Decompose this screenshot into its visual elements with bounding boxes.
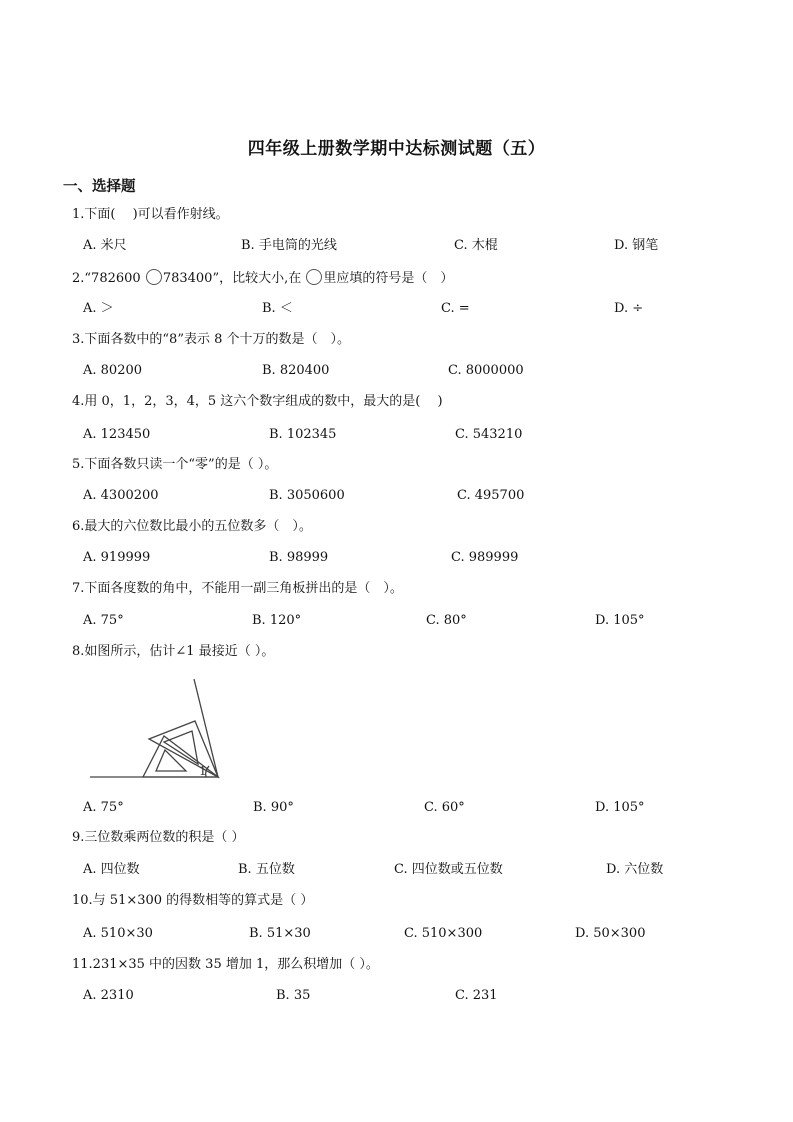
blank-circle bbox=[306, 269, 322, 285]
question-11: 11.231×35 中的因数 35 增加 1，那么积增加（ ）。 bbox=[72, 957, 379, 972]
q7-option-c: C. 80° bbox=[426, 613, 467, 628]
q2-option-c: C. = bbox=[441, 301, 470, 316]
q2-text-part2: 783400”，比较大小,在 bbox=[162, 271, 306, 286]
q6-option-a: A. 919999 bbox=[83, 550, 151, 565]
q7-option-d: D. 105° bbox=[595, 613, 645, 628]
question-6: 6.最大的六位数比最小的五位数多（ ）。 bbox=[72, 519, 312, 534]
q5-option-b: B. 3050600 bbox=[269, 488, 345, 503]
q9-option-b: B. 五位数 bbox=[238, 862, 295, 877]
q8-option-b: B. 90° bbox=[253, 800, 294, 815]
question-3: 3.下面各数中的“8”表示 8 个十万的数是（ ）。 bbox=[72, 332, 351, 347]
question-5: 5.下面各数只读一个“零”的是（ ）。 bbox=[72, 457, 278, 472]
q9-option-c: C. 四位数或五位数 bbox=[394, 862, 503, 877]
q9-option-d: D. 六位数 bbox=[606, 862, 664, 877]
q10-option-b: B. 51×30 bbox=[249, 926, 311, 941]
q2-option-a: A. ＞ bbox=[83, 301, 114, 316]
q5-option-a: A. 4300200 bbox=[83, 488, 159, 503]
q6-option-b: B. 98999 bbox=[269, 550, 329, 565]
q9-option-a: A. 四位数 bbox=[83, 862, 140, 877]
q8-option-a: A. 75° bbox=[83, 800, 124, 815]
q10-option-a: A. 510×30 bbox=[83, 926, 153, 941]
q2-option-d: D. ÷ bbox=[614, 301, 644, 316]
q7-option-a: A. 75° bbox=[83, 613, 124, 628]
q1-option-c: C. 木棍 bbox=[454, 238, 498, 253]
q5-option-c: C. 495700 bbox=[457, 488, 525, 503]
q1-option-b: B. 手电筒的光线 bbox=[241, 238, 337, 253]
q11-option-b: B. 35 bbox=[276, 988, 311, 1003]
blank-circle bbox=[146, 269, 162, 285]
q1-option-a: A. 米尺 bbox=[83, 238, 127, 253]
q3-option-a: A. 80200 bbox=[83, 363, 143, 378]
question-10: 10.与 51×300 的得数相等的算式是（ ） bbox=[72, 893, 314, 908]
angle-label: 1 bbox=[199, 764, 207, 778]
q11-option-c: C. 231 bbox=[455, 988, 498, 1003]
q7-option-b: B. 120° bbox=[252, 613, 302, 628]
q10-option-d: D. 50×300 bbox=[575, 926, 646, 941]
q2-text-part1: 2.“782600 bbox=[72, 271, 145, 286]
question-7: 7.下面各度数的角中，不能用一副三角板拼出的是（ ）。 bbox=[72, 581, 403, 596]
question-1: 1.下面( )可以看作射线。 bbox=[72, 207, 229, 222]
q2-option-b: B. ＜ bbox=[262, 301, 293, 316]
q3-option-c: C. 8000000 bbox=[448, 363, 524, 378]
q4-option-c: C. 543210 bbox=[455, 427, 523, 442]
question-4: 4.用 0，1，2，3，4，5 这六个数字组成的数中，最大的是( ) bbox=[72, 394, 443, 409]
section-heading: 一、选择题 bbox=[63, 178, 136, 195]
page-title: 四年级上册数学期中达标测试题（五） bbox=[247, 139, 546, 159]
q11-option-a: A. 2310 bbox=[83, 988, 134, 1003]
question-9: 9.三位数乘两位数的积是（ ） bbox=[72, 830, 245, 845]
triangle-board-upper-inner bbox=[164, 731, 198, 764]
q8-option-d: D. 105° bbox=[595, 800, 645, 815]
q1-option-d: D. 钢笔 bbox=[614, 238, 659, 253]
q4-option-a: A. 123450 bbox=[83, 427, 151, 442]
angle-diagram-figure bbox=[88, 676, 228, 784]
question-2 bbox=[72, 269, 453, 287]
question-8: 8.如图所示，估计∠1 最接近（ ）。 bbox=[72, 644, 275, 659]
q3-option-b: B. 820400 bbox=[262, 363, 330, 378]
q6-option-c: C. 989999 bbox=[451, 550, 519, 565]
q2-text-part3: 里应填的符号是（ ） bbox=[323, 271, 454, 286]
q8-option-c: C. 60° bbox=[424, 800, 465, 815]
q4-option-b: B. 102345 bbox=[269, 427, 337, 442]
q10-option-c: C. 510×300 bbox=[404, 926, 483, 941]
